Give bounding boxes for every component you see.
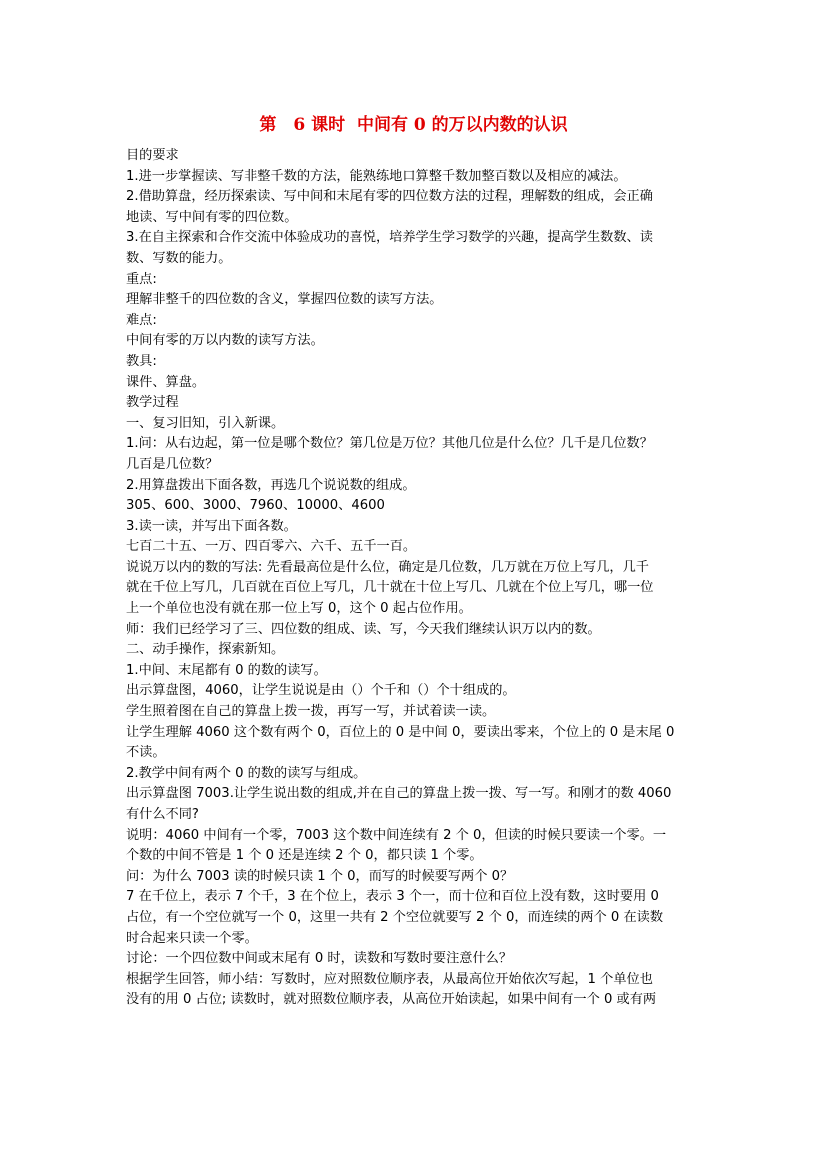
text-line: 说明：4060 中间有一个零，7003 这个数中间连续有 2 个 0，但读的时候只要读一个零。一: [126, 827, 667, 843]
document-title: 第 6 课时 中间有 0 的万以内数的认识: [259, 115, 568, 135]
text-line: 不读。: [126, 745, 166, 761]
text-line: 出示算盘图 7003.让学生说出数的组成,并在自己的算盘上拨一拨、写一写。和刚才的数 4060: [126, 786, 672, 802]
text-line: 目的要求: [126, 148, 179, 163]
document-body: [126, 146, 716, 1011]
text-line: 1.中间、末尾都有 0 的数的读写。: [126, 662, 327, 678]
text-line: 难点:: [126, 312, 157, 328]
text-line: 中间有零的万以内数的读写方法。: [126, 333, 324, 349]
text-line: 学生照着图在自己的算盘上拨一拨，再写一写，并试着读一读。: [126, 704, 496, 720]
text-line: 师：我们已经学习了三、四位数的组成、读、写，今天我们继续认识万以内的数。: [126, 621, 601, 637]
text-line: 七百二十五、一万、四百零六、六千、五千一百。: [126, 539, 417, 555]
text-line: 7 在千位上，表示 7 个千，3 在个位上，表示 3 个一，而十位和百位上没有数，这时要用 0: [126, 889, 659, 905]
text-line: 二、动手操作，探索新知。: [126, 642, 285, 658]
text-line: 说说万以内的数的写法: 先看最高位是什么位，确定是几位数，几万就在万位上写几，几千: [126, 559, 649, 575]
text-line: 305、600、3000、7960、10000、4600: [126, 498, 385, 514]
text-line: 问：为什么 7003 读的时候只读 1 个 0，而写的时候要写两个 0？: [126, 868, 514, 884]
text-line: 数、写数的能力。: [126, 250, 232, 266]
text-line: 几百是几位数？: [126, 456, 219, 472]
text-line: 没有的用 0 占位; 读数时，就对照数位顺序表，从高位开始读起，如果中间有一个 0 或有两: [126, 992, 657, 1008]
text-line: 2.教学中间有两个 0 的数的读写与组成。: [126, 765, 367, 781]
text-line: 就在千位上写几，几百就在百位上写几，几十就在十位上写几、几就在个位上写几，哪一位: [126, 580, 654, 596]
text-line: 2.用算盘拨出下面各数，再选几个说说数的组成。: [126, 477, 416, 493]
text-line: 讨论：一个四位数中间或末尾有 0 时，读数和写数时要注意什么？: [126, 951, 513, 967]
text-line: 上一个单位也没有就在那一位上写 0，这个 0 起占位作用。: [126, 601, 472, 617]
text-line: 个数的中间不管是 1 个 0 还是连续 2 个 0，都只读 1 个零。: [126, 848, 483, 864]
text-line: 教具:: [126, 353, 157, 369]
text-line: 3.读一读，并写出下面各数。: [126, 518, 297, 534]
text-line: 2.借助算盘，经历探索读、写中间和末尾有零的四位数方法的过程，理解数的组成，会正确: [126, 189, 653, 205]
text-line: 重点:: [126, 271, 157, 287]
text-line: 占位，有一个空位就写一个 0，这里一共有 2 个空位就要写 2 个 0，而连续的两个 0 在读数: [126, 909, 664, 925]
text-line: 一、复习旧知，引入新课。: [126, 415, 285, 431]
text-line: 3.在自主探索和合作交流中体验成功的喜悦，培养学生学习数学的兴趣，提高学生数数、读: [126, 230, 653, 246]
text-line: 出示算盘图，4060，让学生说说是由（）个千和（）个十组成的。: [126, 683, 516, 699]
text-line: 有什么不同?: [126, 807, 199, 822]
text-line: 1.问：从右边起，第一位是哪个数位？第几位是万位？其他几位是什么位？几千是几位数？: [126, 436, 653, 452]
text-line: 课件、算盘。: [126, 374, 206, 390]
text-line: 地读、写中间有零的四位数。: [126, 209, 298, 225]
text-line: 1.进一步掌握读、写非整千数的方法，能熟练地口算整千数加整百数以及相应的减法。: [126, 168, 627, 184]
text-line: 让学生理解 4060 这个数有两个 0，百位上的 0 是中间 0，要读出零来，个位上的 0 是末尾 0: [126, 724, 675, 740]
text-line: 理解非整千的四位数的含义，掌握四位数的读写方法。: [126, 292, 443, 308]
text-line: 根据学生回答，师小结：写数时，应对照数位顺序表，从最高位开始依次写起，1 个单位也: [126, 971, 653, 987]
text-line: 教学过程: [126, 395, 179, 411]
text-line: 时合起来只读一个零。: [126, 930, 258, 946]
